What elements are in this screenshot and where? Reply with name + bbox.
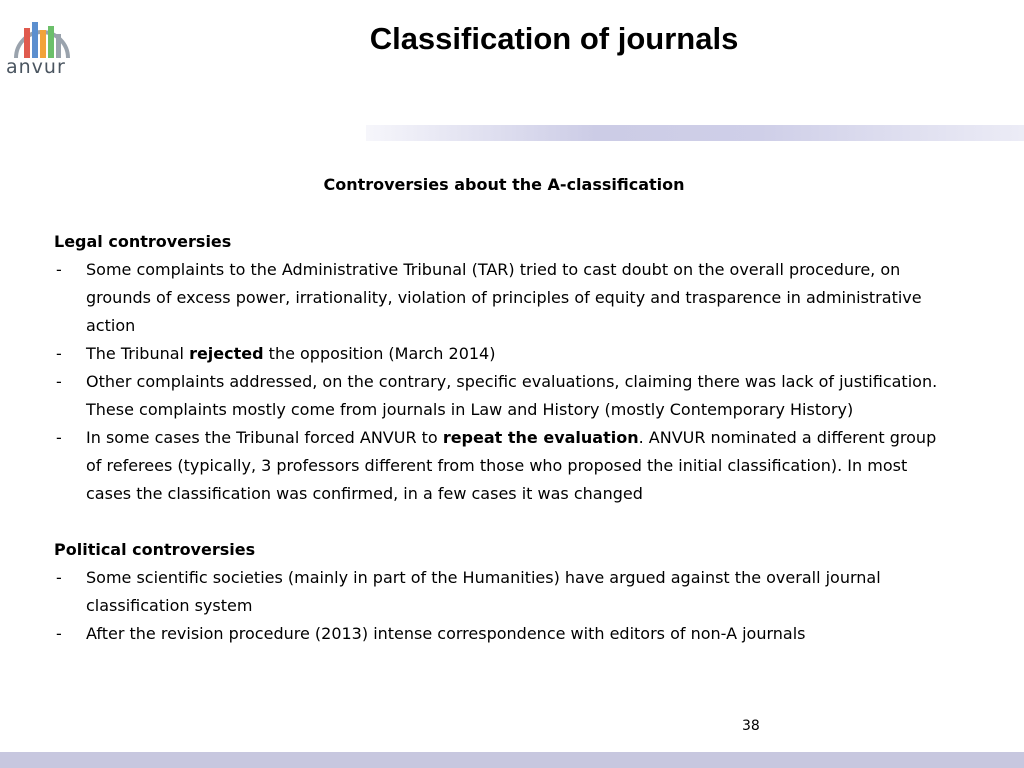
section-heading-legal: Legal controversies [54, 232, 232, 251]
list-item [54, 620, 954, 648]
list-item-text-before: The Tribunal [86, 344, 190, 363]
list-dash: - [56, 344, 62, 363]
logo-text: anvur [6, 56, 66, 78]
list-item [54, 340, 954, 368]
list-item-text: Some complaints to the Administrative Tribunal (TAR) tried to cast doubt on the overall procedure, on grounds of excess power, irrationality, violation of principles of equity and trasparence in administrative action [86, 260, 922, 335]
list-dash: - [56, 428, 62, 447]
slide-title: Classification of journals [369, 21, 739, 56]
list-item [54, 564, 954, 620]
list-item-text-after: the opposition (March 2014) [263, 344, 496, 363]
footer-bar [0, 752, 1024, 768]
list-item-text-after: . ANVUR nominated a different group of referees (typically, 3 professors different from those who proposed the initial classification). In most cases the classification was confirmed, in a few cases it was changed [86, 428, 937, 503]
list-dash: - [56, 568, 62, 587]
slide-content [54, 228, 954, 648]
list-item [54, 256, 954, 340]
list-item-text: After the revision procedure (2013) intense correspondence with editors of non-A journals [86, 624, 806, 643]
list-dash: - [56, 260, 62, 279]
page-number: 38 [742, 718, 760, 734]
list-item [54, 368, 954, 424]
list-item [54, 424, 954, 508]
list-item-text-before: In some cases the Tribunal forced ANVUR to [86, 428, 443, 447]
list-item-text-bold: repeat the evaluation [442, 428, 639, 447]
list-dash: - [56, 624, 62, 643]
title-decoration-bar [366, 125, 1024, 141]
list-item-text-bold: rejected [189, 344, 264, 363]
section-heading-political: Political controversies [54, 540, 256, 559]
list-dash: - [56, 372, 62, 391]
list-item-text: Some scientific societies (mainly in part of the Humanities) have argued against the overall journal classification system [86, 568, 881, 615]
anvur-logo [6, 18, 76, 78]
logo-bars-icon [12, 18, 72, 60]
list-item-text: Other complaints addressed, on the contrary, specific evaluations, claiming there was lack of justification. These complaints mostly come from journals in Law and History (mostly Contemporary History) [86, 372, 938, 419]
section-spacer [54, 508, 954, 536]
slide-subheading: Controversies about the A-classification [323, 175, 685, 194]
